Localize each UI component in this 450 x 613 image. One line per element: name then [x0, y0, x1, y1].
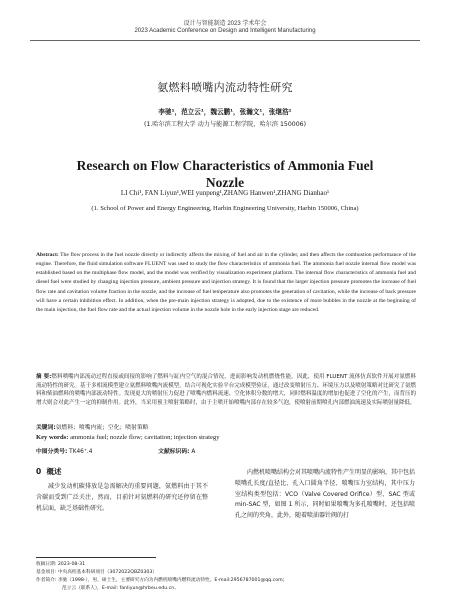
header-rule: [30, 40, 420, 41]
footnote-received: 收稿日期: 2023-08-31: [36, 562, 86, 567]
abstract-cn-text: 燃料喷嘴内部流动过程直接或间接的影响了燃料与缸内空气的混合情况，进而影响发动机燃烧性能。因此，使用 FLUENT 流体仿真软件开展对氨燃料流动特性的研究。基于多相流模型建立氨燃料喷嘴内流模型，结合可视化实验平台完成模型验证，通过改变喷射压力、环境压力以及喷射策略对比研究了氨燃料和柴油燃料的喷嘴内部流动特性。发现更大的喷射压力促进了喷嘴内燃料流速、空化体积分数的增大，同时燃料温度的增加也促进了空化的产生，而背压的增大则会对此产生一定的抑制作用。此外，当采用预主喷射策略时，由于主喷开始喷嘴内部存在较多气泡，使喷射前期喷孔内部燃油流速及实际喷射量降低。: [36, 374, 416, 406]
keywords-cn: [36, 422, 148, 431]
authors-en: LI Chi¹, FAN Liyun¹,WEI yunpeng¹,ZHANG Hanwen¹,ZHANG Dianhao¹: [120, 189, 330, 197]
keywords-en-label: Key words:: [36, 434, 69, 441]
section-title: 概述: [46, 467, 62, 476]
doc-code-label: 文献标识码:: [158, 449, 190, 455]
doc-code-value: A: [191, 449, 196, 455]
keywords-cn-label: 关键词:: [36, 425, 56, 431]
authors-cn: 李驰¹，范立云¹，魏云鹏¹，张瀚文¹，张继浩¹: [158, 108, 292, 116]
clc-value: TK46⁺.4: [69, 449, 93, 455]
section-number: 0: [36, 467, 42, 476]
title-en: Research on Flow Characteristics of Ammonia Fuel Nozzle: [76, 158, 374, 190]
body-left-column: 减少发动机碳排放是急需解决的重要问题，氨燃料由于其不含碳而受到广泛关注，然而，目前针对氨燃料的研究还停留在整机层面，缺乏基础性研究。: [36, 483, 208, 512]
conference-name-cn: 设计与智能制造 2023 学术年会: [183, 21, 267, 27]
abstract-en-text: The flow process in the fuel nozzle directly or indirectly affects the mixing of fuel and air in the cylinder, and then affects the combustion performance of the engine. Therefore, the fluid simulation software FLUENT was used to study the flow characteristics of ammonia fuel. The ammonia fuel nozzle internal flow model was established based on the multiphase flow model, and the model was verified by visualization experiment platform. The internal flow characteristics of ammonia fuel and diesel fuel were studied by changing injection pressure, ambient pressure and injection strategy. It is found that the larger injection pressure promotes the increase of fuel flow rate and cavitation volume fraction in the nozzle, and the increase of fuel temperature also promotes the generation of cavitation, while the increase of back pressure will have a certain inhibition effect. In addition, when the pre-main injection strategy is adopted, due to the existence of more bubbles in the nozzle at the beginning of the main injection, the fuel flow rate and the actual injection volume in the nozzle hole in the early injection stage are reduced.: [36, 252, 416, 313]
clc-label: 中图分类号:: [36, 449, 68, 455]
abstract-cn-label: 摘 要:: [36, 374, 52, 380]
footnote-author-info: 作者简介: 李驰（1998-），男，硕士生，主要研究方向为内燃机喷嘴内燃料流动特性。E-mail:2956787001@qq.com;: [36, 578, 285, 583]
keywords-en: [36, 434, 220, 441]
affiliation-cn: (1.哈尔滨工程大学 动力与能源工程学院，哈尔滨 150006): [143, 121, 307, 128]
section-heading: [36, 466, 61, 477]
conference-name-en: 2023 Academic Conference on Design and Intelligent Manufacturing: [134, 28, 316, 34]
classification-line: [36, 446, 195, 455]
keywords-en-text: ammonia fuel; nozzle flow; cavitation; injection strategy: [70, 434, 220, 441]
body-right-column: 内燃机喷嘴结构会对其喷嘴内流特性产生明显的影响，其中包括喷嘴孔长度/直径比、孔入口圆角半径、喷嘴压力室结构，其中压力室结构类型包括：VCO（Valve Covered Orifice）型、SAC 型或 min-SAC 型，如图 1 所示，同时如果喷嘴为多孔喷嘴时，还包括喷孔之间的夹角，此外，随着喷油器针阀的打: [235, 469, 416, 520]
affiliation-en: (1. School of Power and Energy Engineering, Harbin Engineering University, Harbin 150006, China): [91, 205, 359, 212]
keywords-cn-text: 氨燃料；喷嘴内流；空化；喷射策略: [55, 425, 149, 431]
footnote-fund: 基金项目: 中央高校基本科研项目（3072022QBZ0303）: [36, 570, 157, 575]
abstract-cn: [36, 373, 416, 407]
title-cn: 氨燃料喷嘴内流动特性研究: [157, 81, 293, 94]
footnote-rule: [36, 557, 156, 558]
footnote-corresponding: 范立云（联系人），E-mail: fanliyun@hrbeu.edu.cn。: [62, 586, 179, 591]
abstract-en: [36, 251, 416, 315]
abstract-en-label: Abstract:: [36, 252, 59, 258]
